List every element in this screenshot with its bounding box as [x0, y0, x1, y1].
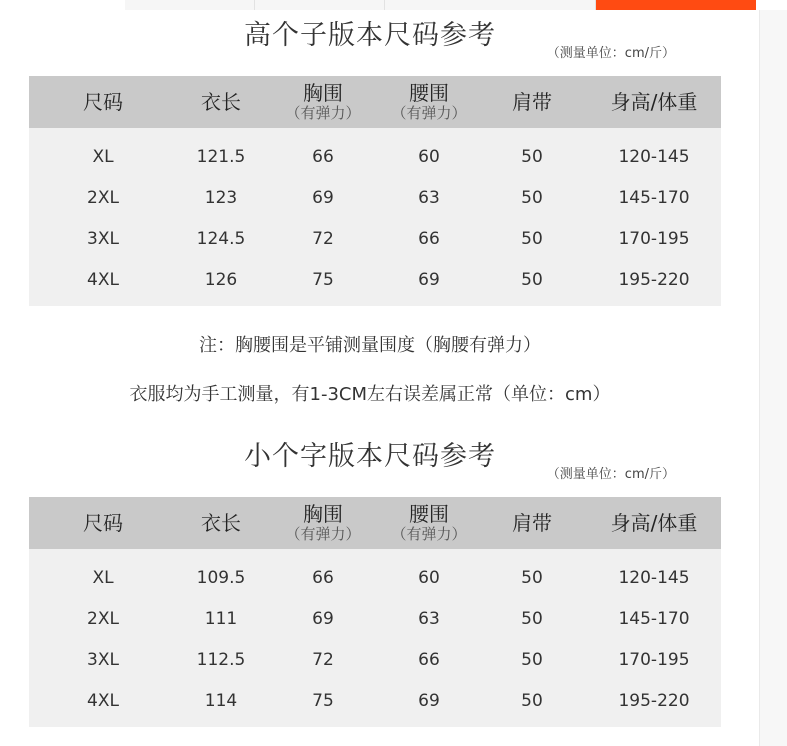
- table-row: [29, 177, 721, 218]
- table-cell: 50: [477, 128, 587, 177]
- column-header-label: 尺码: [83, 511, 123, 535]
- table-row: [29, 549, 721, 598]
- table-cell: 124.5: [177, 218, 265, 259]
- table-cell: 50: [477, 177, 587, 218]
- measure-note-2: 衣服均为手工测量，有1-3CM左右误差属正常（单位：cm）: [129, 384, 611, 405]
- column-header-label: 肩带: [512, 511, 552, 535]
- table-cell: 50: [477, 598, 587, 639]
- tab-inactive[interactable]: [255, 0, 385, 10]
- table-cell: 123: [177, 177, 265, 218]
- table-cell: 114: [177, 680, 265, 727]
- column-header-label: 肩带: [512, 90, 552, 114]
- column-header-label: 胸围: [303, 502, 343, 526]
- tall-unit-note: （测量单位：cm/斤）: [546, 46, 675, 61]
- table-row: [29, 598, 721, 639]
- column-header-sublabel: （有弹力）: [285, 525, 361, 543]
- tab-active[interactable]: [596, 0, 756, 10]
- table-cell: XL: [29, 549, 177, 598]
- table-cell: 63: [381, 177, 477, 218]
- table-cell: 66: [265, 128, 381, 177]
- tall-size-table: [29, 76, 721, 306]
- table-cell: 109.5: [177, 549, 265, 598]
- table-cell: 2XL: [29, 177, 177, 218]
- column-header-label: 尺码: [83, 90, 123, 114]
- table-cell: 60: [381, 128, 477, 177]
- table-cell: 3XL: [29, 639, 177, 680]
- column-header: [177, 497, 265, 549]
- column-header: [29, 497, 177, 549]
- column-header-label: 腰围: [409, 502, 449, 526]
- measure-note-1: 注：胸腰围是平铺测量围度（胸腰有弹力）: [199, 335, 541, 356]
- column-header-sublabel: （有弹力）: [285, 104, 361, 122]
- table-cell: 69: [265, 177, 381, 218]
- short-size-table: [29, 497, 721, 727]
- table-cell: 121.5: [177, 128, 265, 177]
- column-header-label: 身高/体重: [610, 90, 698, 114]
- column-header-label: 身高/体重: [610, 511, 698, 535]
- table-cell: 4XL: [29, 259, 177, 306]
- table-row: [29, 218, 721, 259]
- table-cell: 111: [177, 598, 265, 639]
- table-cell: 4XL: [29, 680, 177, 727]
- column-header-label: 衣长: [201, 90, 241, 114]
- top-tab-strip: [0, 0, 787, 10]
- table-cell: 120-145: [587, 128, 721, 177]
- table-cell: 120-145: [587, 549, 721, 598]
- column-header: [587, 76, 721, 128]
- table-cell: 3XL: [29, 218, 177, 259]
- table-cell: 50: [477, 639, 587, 680]
- tall-size-title: 高个子版本尺码参考: [244, 20, 496, 51]
- table-cell: 63: [381, 598, 477, 639]
- column-header: [29, 76, 177, 128]
- table-cell: 72: [265, 218, 381, 259]
- table-cell: 69: [381, 680, 477, 727]
- column-header: [265, 497, 381, 549]
- table-header-row: [29, 76, 721, 128]
- table-cell: 50: [477, 259, 587, 306]
- table-cell: 145-170: [587, 598, 721, 639]
- short-unit-note: （测量单位：cm/斤）: [546, 467, 675, 482]
- table-row: [29, 259, 721, 306]
- column-header-sublabel: （有弹力）: [391, 525, 467, 543]
- short-size-title: 小个字版本尺码参考: [244, 441, 496, 472]
- table-cell: 66: [381, 218, 477, 259]
- table-cell: 50: [477, 218, 587, 259]
- table-cell: 170-195: [587, 639, 721, 680]
- table-cell: 69: [265, 598, 381, 639]
- table-cell: 195-220: [587, 259, 721, 306]
- column-header-sublabel: （有弹力）: [391, 104, 467, 122]
- column-header: [381, 76, 477, 128]
- column-header: [477, 76, 587, 128]
- table-row: [29, 680, 721, 727]
- column-header-label: 腰围: [409, 81, 449, 105]
- column-header-label: 衣长: [201, 511, 241, 535]
- column-header: [381, 497, 477, 549]
- table-cell: 126: [177, 259, 265, 306]
- table-cell: 69: [381, 259, 477, 306]
- table-cell: 60: [381, 549, 477, 598]
- table-row: [29, 639, 721, 680]
- column-header: [477, 497, 587, 549]
- table-cell: 75: [265, 680, 381, 727]
- table-cell: 50: [477, 549, 587, 598]
- column-header: [177, 76, 265, 128]
- table-cell: 112.5: [177, 639, 265, 680]
- table-cell: XL: [29, 128, 177, 177]
- table-cell: 145-170: [587, 177, 721, 218]
- table-cell: 50: [477, 680, 587, 727]
- column-header: [587, 497, 721, 549]
- tab-inactive[interactable]: [385, 0, 596, 10]
- tab-inactive[interactable]: [125, 0, 255, 10]
- table-header-row: [29, 497, 721, 549]
- table-cell: 66: [381, 639, 477, 680]
- table-cell: 170-195: [587, 218, 721, 259]
- column-header: [265, 76, 381, 128]
- table-cell: 66: [265, 549, 381, 598]
- column-header-label: 胸围: [303, 81, 343, 105]
- table-cell: 72: [265, 639, 381, 680]
- table-cell: 75: [265, 259, 381, 306]
- right-side-panel: [759, 10, 787, 746]
- table-cell: 195-220: [587, 680, 721, 727]
- table-row: [29, 128, 721, 177]
- table-cell: 2XL: [29, 598, 177, 639]
